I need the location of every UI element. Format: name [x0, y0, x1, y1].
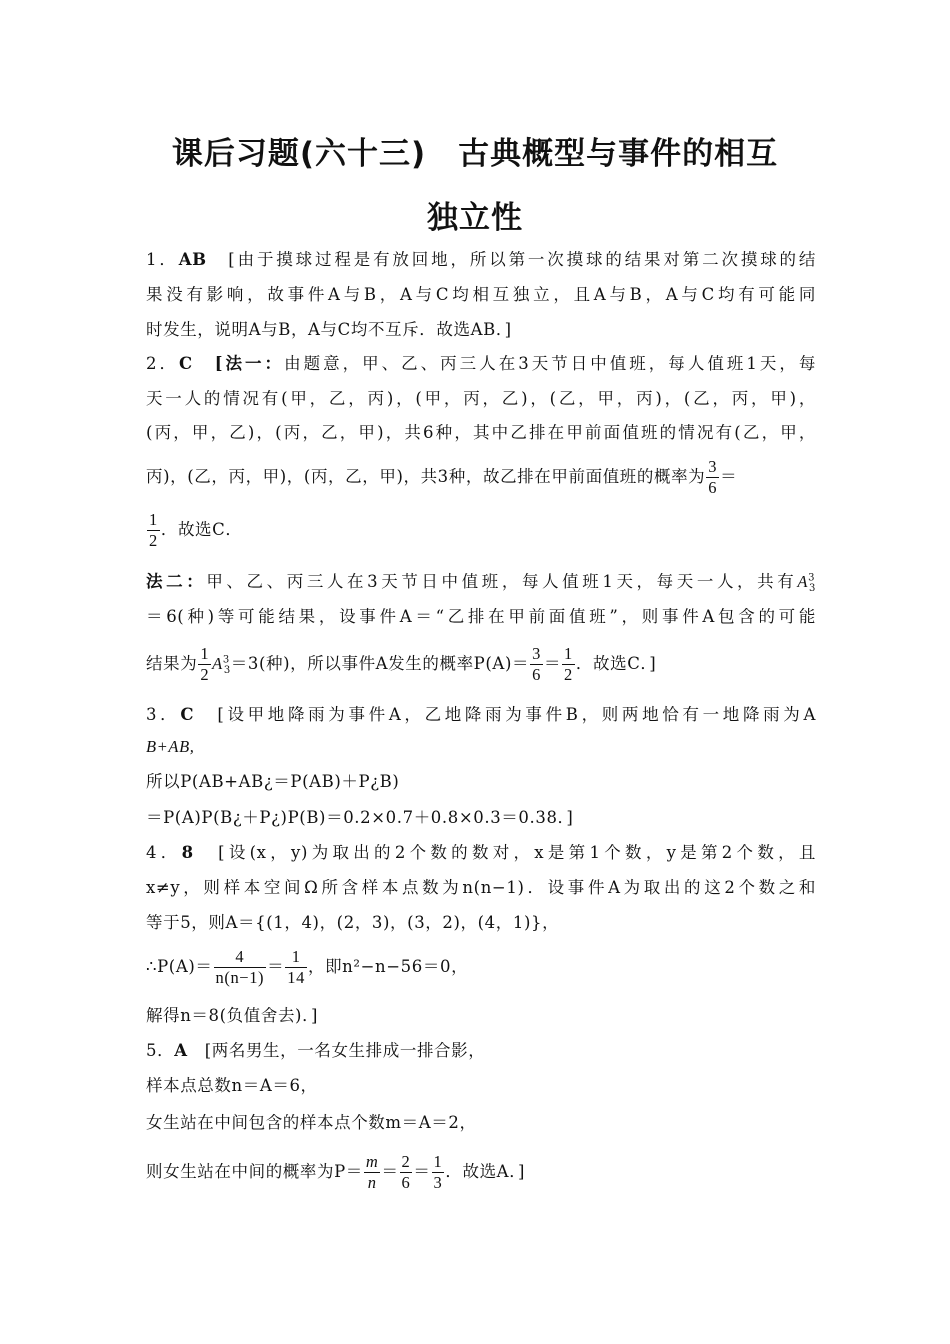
q4-number: 4． — [146, 843, 182, 862]
q1-line3: 时发生，说明A与B，A与C均不互斥．故选AB．] — [146, 320, 512, 339]
q1-answer: AB — [178, 250, 207, 269]
q4-answer: 8 — [181, 843, 194, 862]
q3-line3: 所以P(AB+AB¿＝P(AB)＋P¿B) — [146, 772, 400, 791]
q2-fraction-1-2b: $\frac{1}{2}$ — [200, 644, 210, 684]
q3-number: 3． — [146, 705, 181, 724]
q4-line4: ∴P(A)＝ $\frac{4}{n(n-1)}$ ＝ $\frac{1}{14}$ ，即n²−n−56＝0， — [146, 947, 469, 987]
q1-line1: 1．AB [由于摸球过程是有放回地，所以第一次摸球的结果对第二次摸球的结 — [146, 250, 816, 269]
q2-line7: ＝6(种)等可能结果，设事件A＝“乙排在甲前面值班”，则事件A包含的可能 — [146, 607, 816, 626]
q5-line1: 5．A [两名男生，一名女生排成一排合影， — [146, 1041, 486, 1060]
q2-method2-label: 法二： — [146, 572, 207, 591]
page-title-line2: 独立性 — [427, 200, 523, 236]
q2-line1: 2．C [法一：由题意，甲、乙、丙三人在3天节日中值班，每人值班1天，每 — [146, 354, 816, 373]
q2-fraction-1-2: $\frac{1}{2}$ — [149, 510, 158, 550]
q2-fraction-3-6: $\frac{3}{6}$ — [708, 457, 718, 497]
q2-line2: 天一人的情况有(甲，乙，丙)，(甲，丙，乙)，(乙，甲，丙)，(乙，丙，甲)， — [146, 389, 816, 408]
q5-number: 5． — [146, 1041, 175, 1060]
q1-number: 1． — [146, 250, 179, 269]
q2-answer: C — [179, 354, 193, 373]
q1-line2: 果没有影响，故事件A与B，A与C均相互独立，且A与B，A与C均有可能同 — [146, 285, 816, 304]
q3-line2: B+AB, — [146, 737, 195, 756]
q5-line2: 样本点总数n＝A＝6， — [146, 1076, 318, 1095]
q5-answer: A — [174, 1041, 188, 1060]
q2-method1-label: [法一： — [214, 354, 285, 373]
q5-fraction-1-3: $\frac{1}{3}$ — [433, 1152, 443, 1192]
q2-number: 2． — [146, 354, 180, 373]
q3-answer: C — [180, 705, 195, 724]
q4-line5: 解得n＝8(负值舍去)．] — [146, 1006, 318, 1025]
q3-line4: ＝P(A)P(B¿＋P¿)P(B)＝0.2×0.7＋0.8×0.3＝0.38．] — [146, 808, 574, 827]
page-title-line1: 课后习题(六十三) 古典概型与事件的相互 — [171, 136, 779, 172]
q4-fraction-4: $\frac{4}{n(n-1)}$ — [215, 947, 265, 987]
q2-line4: 丙)，(乙，丙，甲)，(丙，乙，甲)，共3种，故乙排在甲前面值班的概率为 $\frac{3}{6}$ ＝ — [146, 457, 738, 497]
q4-line2: x≠y，则样本空间Ω所含样本点数为n(n−1)．设事件A为取出的这2个数之和 — [146, 878, 816, 897]
q2-line3: (丙，甲，乙)，(丙，乙，甲)，共6种，其中乙排在甲前面值班的情况有(乙，甲， — [146, 423, 816, 442]
q4-line1: 4．8 [设(x，y)为取出的2个数的数对，x是第1个数，y是第2个数，且 — [146, 843, 817, 862]
q2-fraction-3-6b: $\frac{3}{6}$ — [532, 644, 541, 684]
q5-fraction-m-n: $\frac{m}{n}$ — [365, 1152, 379, 1192]
q4-line3: 等于5，则A＝{(1，4)，(2，3)，(3，2)，(4，1)}， — [146, 913, 560, 932]
q2-line6: 法二：甲、乙、丙三人在3天节日中值班，每人值班1天，每天一人，共有$A^3_3$ — [146, 572, 816, 595]
q5-line3: 女生站在中间包含的样本点个数m＝A＝2， — [146, 1113, 477, 1132]
q4-fraction-1-14: $\frac{1}{14}$ — [287, 947, 305, 987]
q5-line4: 则女生站在中间的概率为P＝ $\frac{m}{n}$ ＝ $\frac{2}{6}$ ＝ $\frac{1}{3}$ ．故选A．] — [146, 1152, 526, 1192]
q2-line8: 结果为 $\frac{1}{2}$ $A^3_3=3$(种)，所以事件A发生的概率P(A)＝ $\frac{3}{6}$ ＝ $\frac{1}{2}$ ．故选C．] — [146, 644, 657, 684]
q2-fraction-1-2c: $\frac{1}{2}$ — [564, 644, 573, 684]
q5-fraction-2-6: $\frac{2}{6}$ — [401, 1152, 411, 1192]
q2-line5: $\frac{1}{2}$ ．故选C． — [149, 510, 243, 550]
q3-line1: 3．C [设甲地降雨为事件A，乙地降雨为事件B，则两地恰有一地降雨为A — [146, 705, 816, 724]
